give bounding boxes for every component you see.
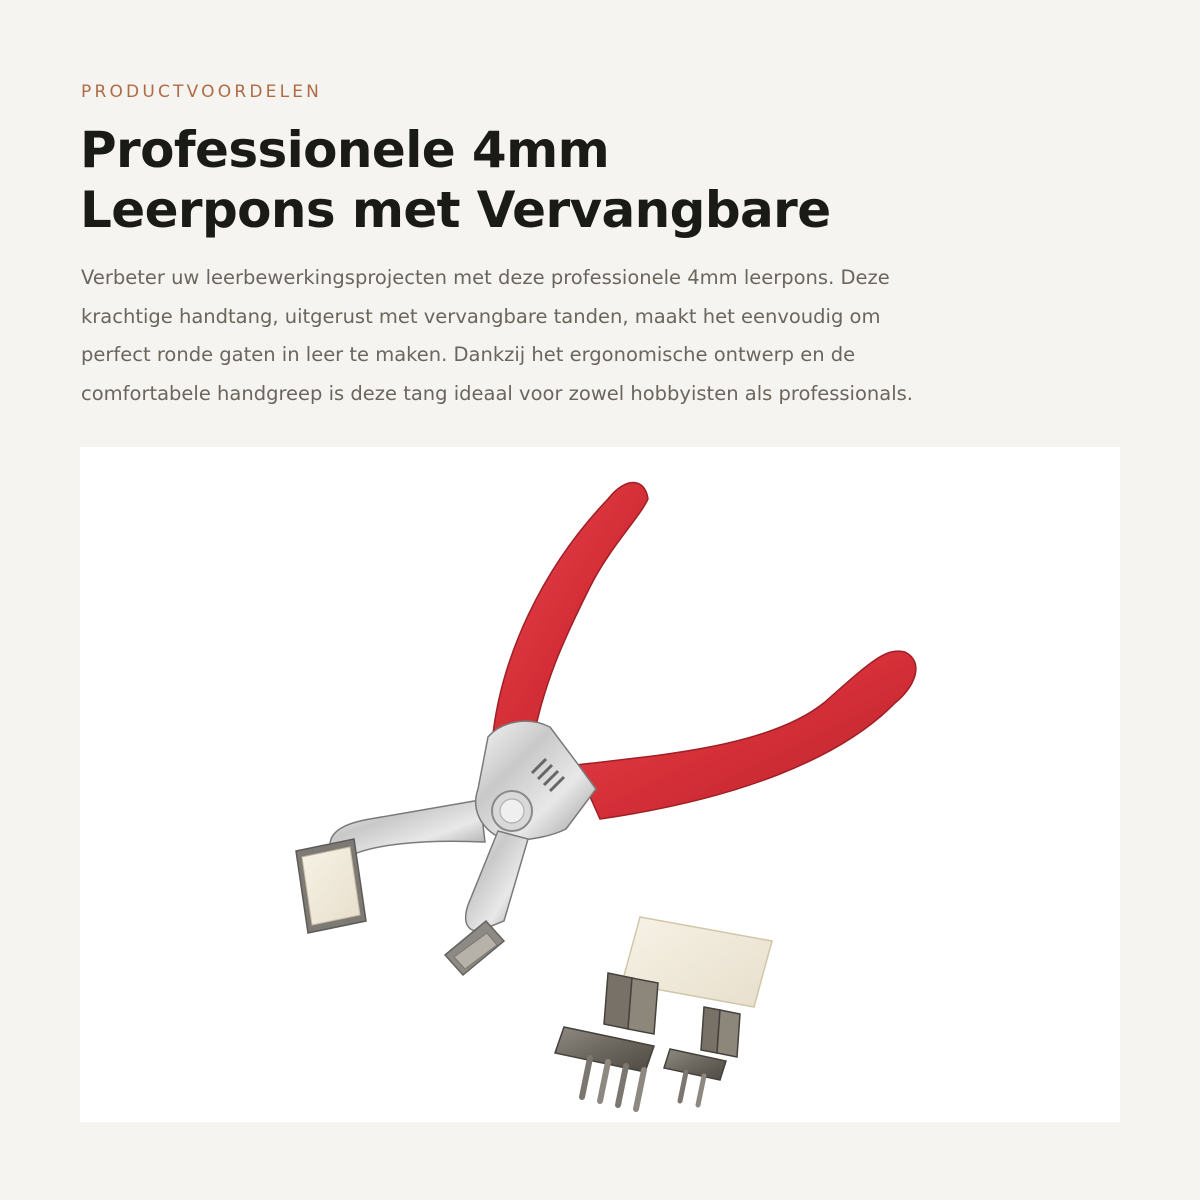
product-description-line-2: krachtige handtang, uitgerust met vervangbare tanden, maakt het eenvoudig om	[81, 304, 881, 328]
product-description-line-4: comfortabele handgreep is deze tang ideaal voor zowel hobbyisten als professionals.	[81, 381, 913, 405]
product-title-line-2: Leerpons met Vervangbare	[80, 181, 831, 239]
right-red-handle	[576, 651, 916, 819]
pliers-body	[476, 721, 596, 841]
right-jaw	[466, 831, 528, 931]
product-title-line-1: Professionele 4mm	[80, 121, 610, 179]
four-tooth-punch	[555, 973, 658, 1109]
section-eyebrow: PRODUCTVOORDELEN	[81, 82, 323, 102]
product-description-line-1: Verbeter uw leerbewerkingsprojecten met deze professionele 4mm leerpons. Deze	[81, 266, 890, 289]
left-red-handle	[492, 483, 648, 748]
product-description	[81, 259, 1091, 413]
product-title	[80, 120, 831, 240]
two-tooth-punch	[664, 1007, 740, 1105]
product-image	[80, 447, 1120, 1122]
product-description-line-3: perfect ronde gaten in leer te maken. Dankzij het ergonomische ontwerp en de	[81, 343, 856, 366]
leather-punch-pliers-image	[80, 447, 1120, 1122]
left-jaw-pad	[296, 839, 366, 933]
